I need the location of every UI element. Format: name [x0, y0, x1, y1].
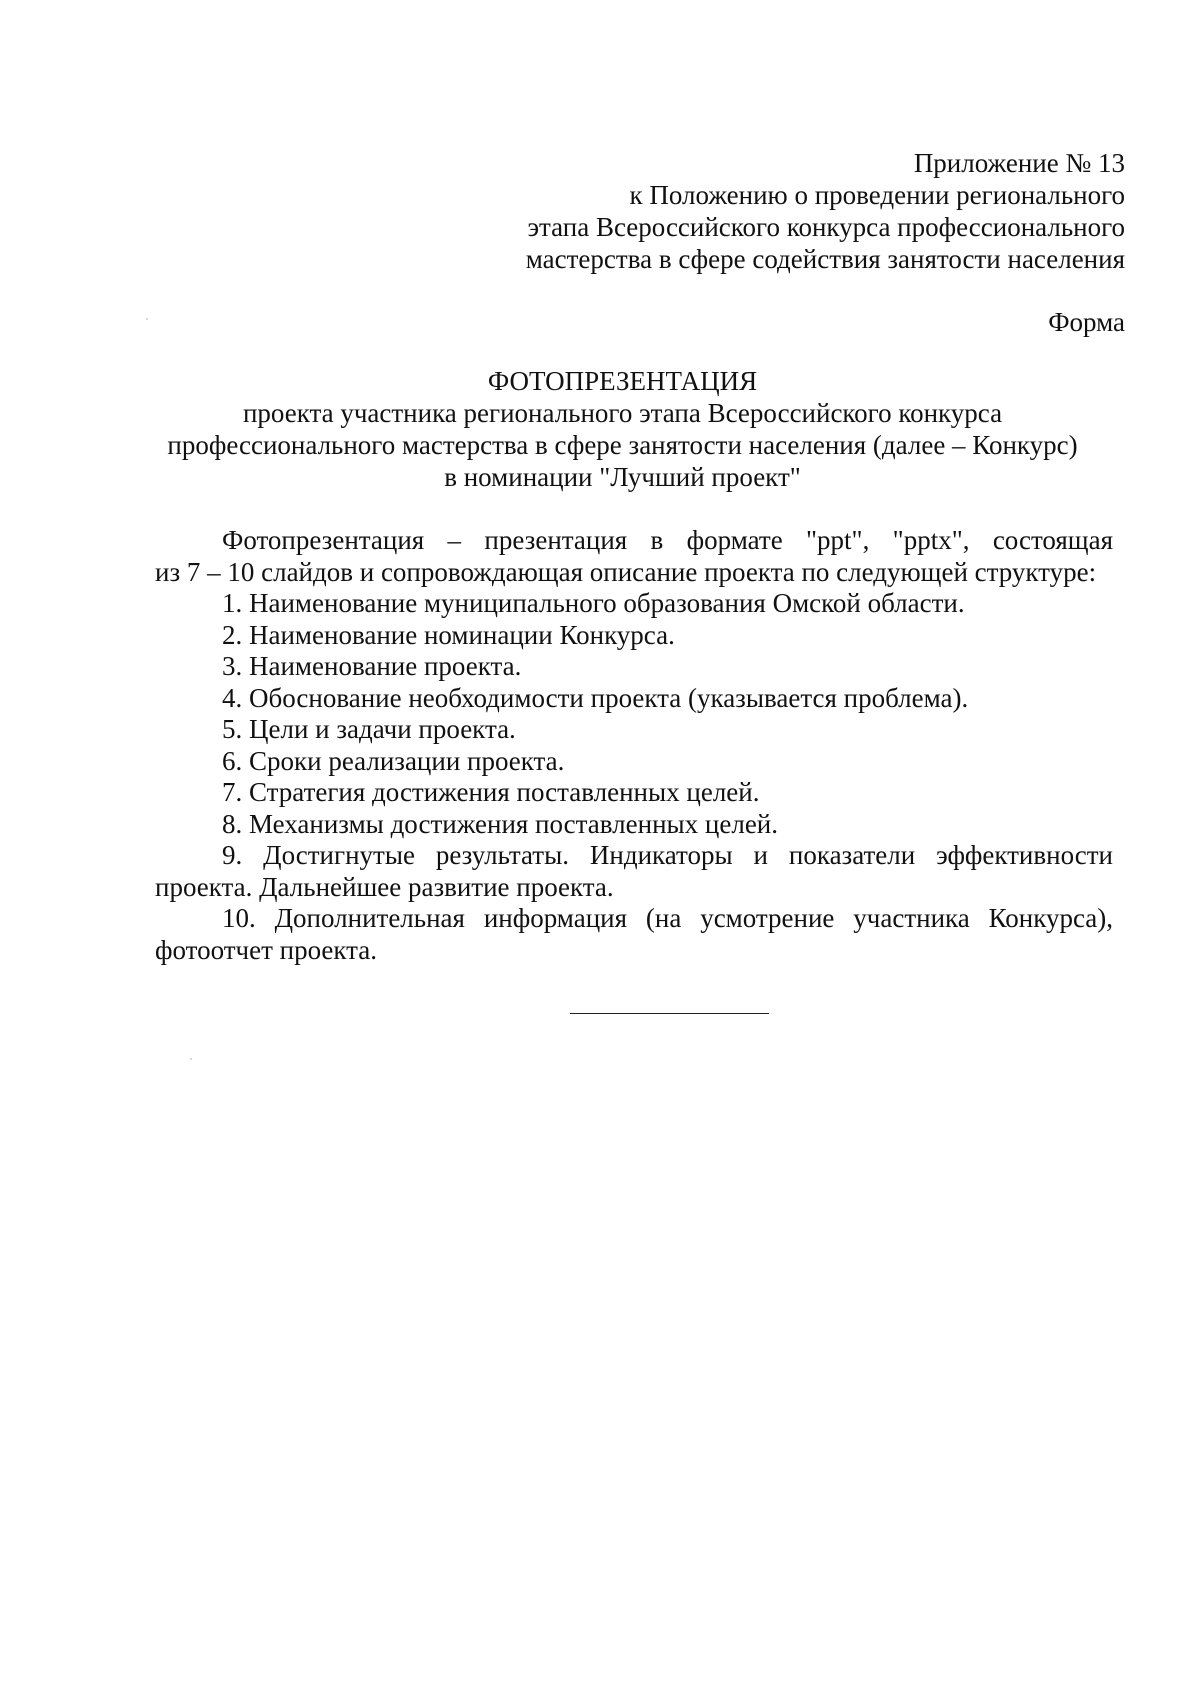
appendix-ref-line: этапа Всероссийского конкурса профессионального — [527, 212, 1125, 242]
document-title-block — [140, 365, 1105, 493]
appendix-header — [425, 147, 1125, 275]
list-item: 5. Цели и задачи проекта. — [222, 714, 516, 744]
intro-paragraph-line: Фотопрезентация – презентация в формате "ppt", "pptx", состоящая — [222, 525, 1113, 555]
intro-paragraph-line: из 7 – 10 слайдов и сопровождающая описание проекта по следующей структуре: — [155, 556, 1097, 587]
end-of-document-rule — [570, 1013, 769, 1014]
list-item: 9. Достигнутые результаты. Индикаторы и показатели эффективности — [222, 840, 1113, 870]
document-body — [155, 525, 1113, 966]
list-item: 1. Наименование муниципального образования Омской области. — [222, 588, 965, 618]
form-label: Форма — [1048, 307, 1125, 337]
document-title: ФОТОПРЕЗЕНТАЦИЯ — [487, 366, 758, 396]
list-item: 10. Дополнительная информация (на усмотрение участника Конкурса), — [222, 903, 1113, 933]
appendix-ref-line: к Положению о проведении регионального — [629, 180, 1125, 210]
list-item-continuation: проекта. Дальнейшее развитие проекта. — [155, 871, 614, 902]
scan-speck — [146, 318, 148, 320]
list-item: 7. Стратегия достижения поставленных целей. — [222, 777, 760, 807]
document-subtitle: в номинации "Лучший проект" — [444, 462, 801, 492]
list-item: 4. Обоснование необходимости проекта (указывается проблема). — [222, 682, 969, 713]
scan-speck — [190, 1058, 192, 1060]
document-subtitle: проекта участника регионального этапа Всероссийского конкурса — [242, 398, 1003, 428]
appendix-number: Приложение № 13 — [913, 148, 1125, 178]
list-item-continuation: фотоотчет проекта. — [155, 934, 378, 965]
document-subtitle: профессионального мастерства в сфере занятости населения (далее – Конкурс) — [167, 430, 1078, 460]
list-item: 6. Сроки реализации проекта. — [222, 745, 565, 776]
list-item: 8. Механизмы достижения поставленных целей. — [222, 808, 779, 839]
list-item: 3. Наименование проекта. — [222, 651, 522, 681]
appendix-ref-line: мастерства в сфере содействия занятости населения — [525, 244, 1125, 274]
list-item: 2. Наименование номинации Конкурса. — [222, 619, 675, 650]
